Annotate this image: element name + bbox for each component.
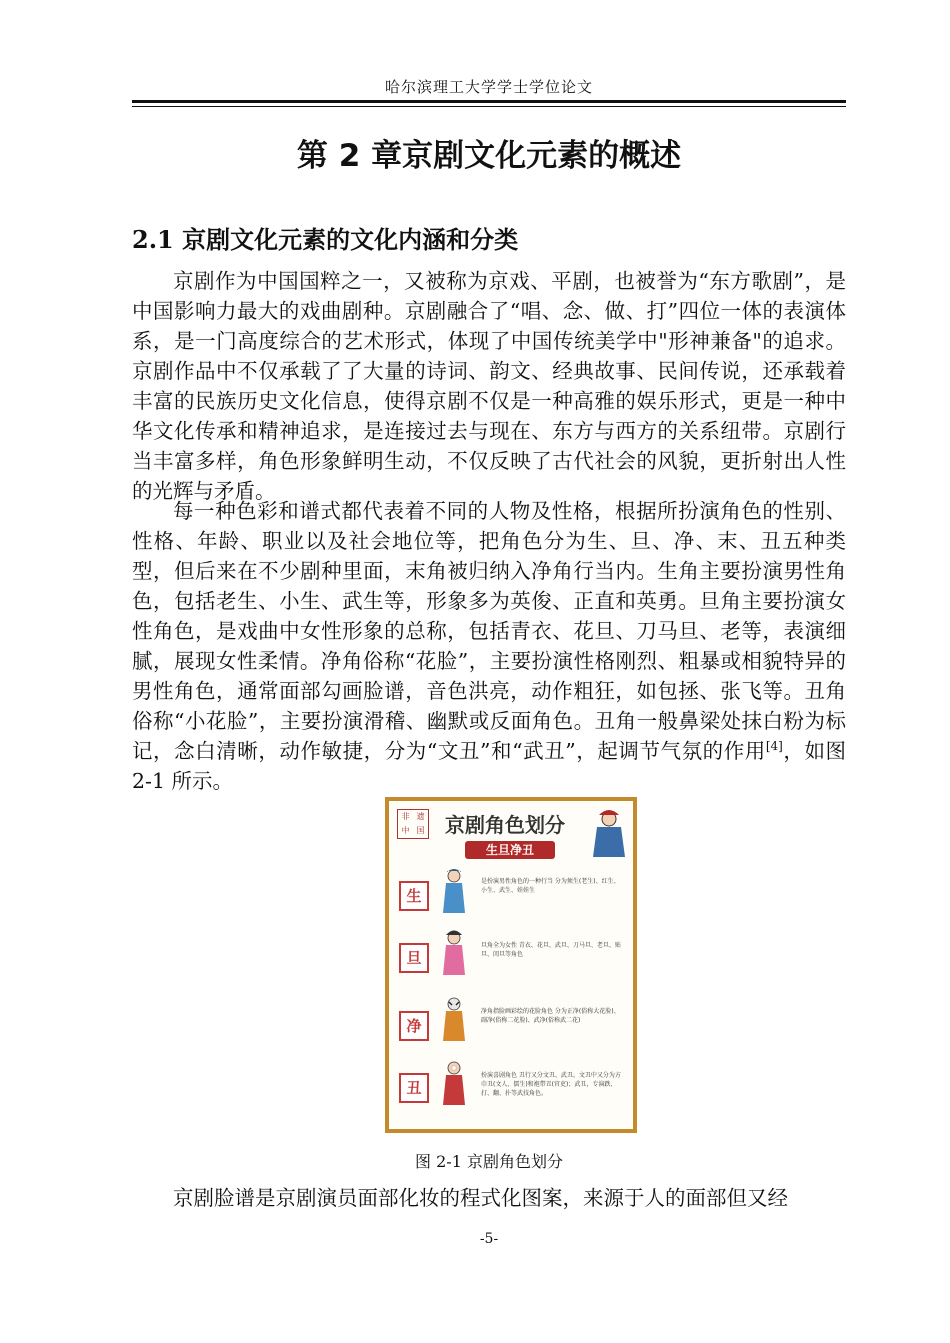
role-desc-jing: 净角指脸画彩绘的花脸角色 分为正净(俗称大花脸)、副净(俗称二花脸)、武净(俗称武二花): [481, 1008, 620, 1024]
role-desc-sheng: 是扮演男性角色的一种行当 分为须生(老生)、红生、小生、武生、娃娃生: [481, 878, 620, 894]
poster-title: 京剧角色划分: [445, 813, 565, 837]
paragraph-2-text: 每一种色彩和谱式都代表着不同的人物及性格，根据所扮演角色的性别、性格、年龄、职业以及社会地位等，把角色分为生、旦、净、末、丑五种类型，但后来在不少剧种里面，末角被归纳入净角行当内。生角主要扮演男性角色，包括老生、小生、武生等，形象多为英俊、正直和英勇。旦角主要扮演女性角色，是戏曲中女性形象的总称，包括青衣、花旦、刀马旦、老等，表演细腻，展现女性柔情。净角俗称“花脸”，主要扮演性格刚烈、粗暴或相貌特异的男性角色，通常面部勾画脸谱，音色洪亮，动作粗狂，如包拯、张飞等。丑角俗称“小花脸”，主要扮演滑稽、幽默或反面角色。丑角一般鼻梁处抹白粉为标记，念白清晰，动作敏捷，分为“文丑”和“武丑”，起调节气氛的作用: [132, 499, 846, 763]
opera-performer-icon: [591, 807, 627, 857]
role-char-jing: 净: [399, 1011, 429, 1041]
dan-figure-icon: [441, 929, 467, 977]
paragraph-3: 京剧脸谱是京剧演员面部化妆的程式化图案，来源于人的面部但又经: [173, 1186, 788, 1210]
role-desc-chou: 扮演喜剧角色 丑行又分文丑、武丑。文丑中又分为方巾丑(文人、儒生)和袍带丑(官吏)；武丑，专演跌、打、翻、扑等武技角色。: [481, 1072, 621, 1097]
jing-figure-icon: [441, 995, 467, 1043]
paragraph-1: 京剧作为中国国粹之一，又被称为京戏、平剧，也被誉为“东方歌剧”，是中国影响力最大的戏曲剧种。京剧融合了“唱、念、做、打”四位一体的表演体系，是一门高度综合的艺术形式，体现了中国传统美学中"形神兼备"的追求。京剧作品中不仅承载了了大量的诗词、韵文、经典故事、民间传说，还承载着丰富的民族历史文化信息，使得京剧不仅是一种高雅的娱乐形式，更是一种中华文化传承和精神追求，是连接过去与现在、东方与西方的关系纽带。京剧行当丰富多样，角色形象鲜明生动，不仅反映了古代社会的风貌，更折射出人性的光辉与矛盾。: [132, 269, 846, 503]
sheng-figure-icon: [441, 867, 467, 915]
header-rule-thick: [132, 100, 846, 103]
role-char-dan: 旦: [399, 943, 429, 973]
paragraph-2-tail: ，如图 2-1 所示。: [132, 739, 847, 793]
role-char-chou: 丑: [399, 1073, 429, 1103]
citation-ref[interactable]: [4]: [765, 739, 783, 754]
figure-role-classification: [385, 797, 637, 1133]
chapter-title: 第 2 章京剧文化元素的概述: [296, 138, 682, 174]
paragraph-2: [132, 496, 846, 796]
figure-caption: 图 2-1 京剧角色划分: [415, 1152, 563, 1171]
running-header: 哈尔滨理工大学学士学位论文: [384, 78, 593, 96]
section-title: 2.1 京剧文化元素的文化内涵和分类: [132, 225, 519, 254]
role-desc-dan: 旦角全为女性 青衣、花旦、武旦、刀马旦、老旦、贴旦、闺旦等角色: [481, 942, 621, 958]
heritage-badge: [397, 809, 429, 839]
page-number: -5-: [479, 1231, 499, 1247]
badge-char: 中: [401, 826, 410, 835]
role-char-sheng: 生: [399, 881, 429, 911]
badge-char: 非: [401, 812, 410, 821]
chou-figure-icon: [441, 1059, 467, 1107]
poster-ribbon: 生旦净丑: [465, 841, 555, 859]
badge-char: 国: [416, 826, 425, 835]
badge-char: 遗: [416, 812, 425, 821]
header-rule-thin: [132, 106, 846, 107]
